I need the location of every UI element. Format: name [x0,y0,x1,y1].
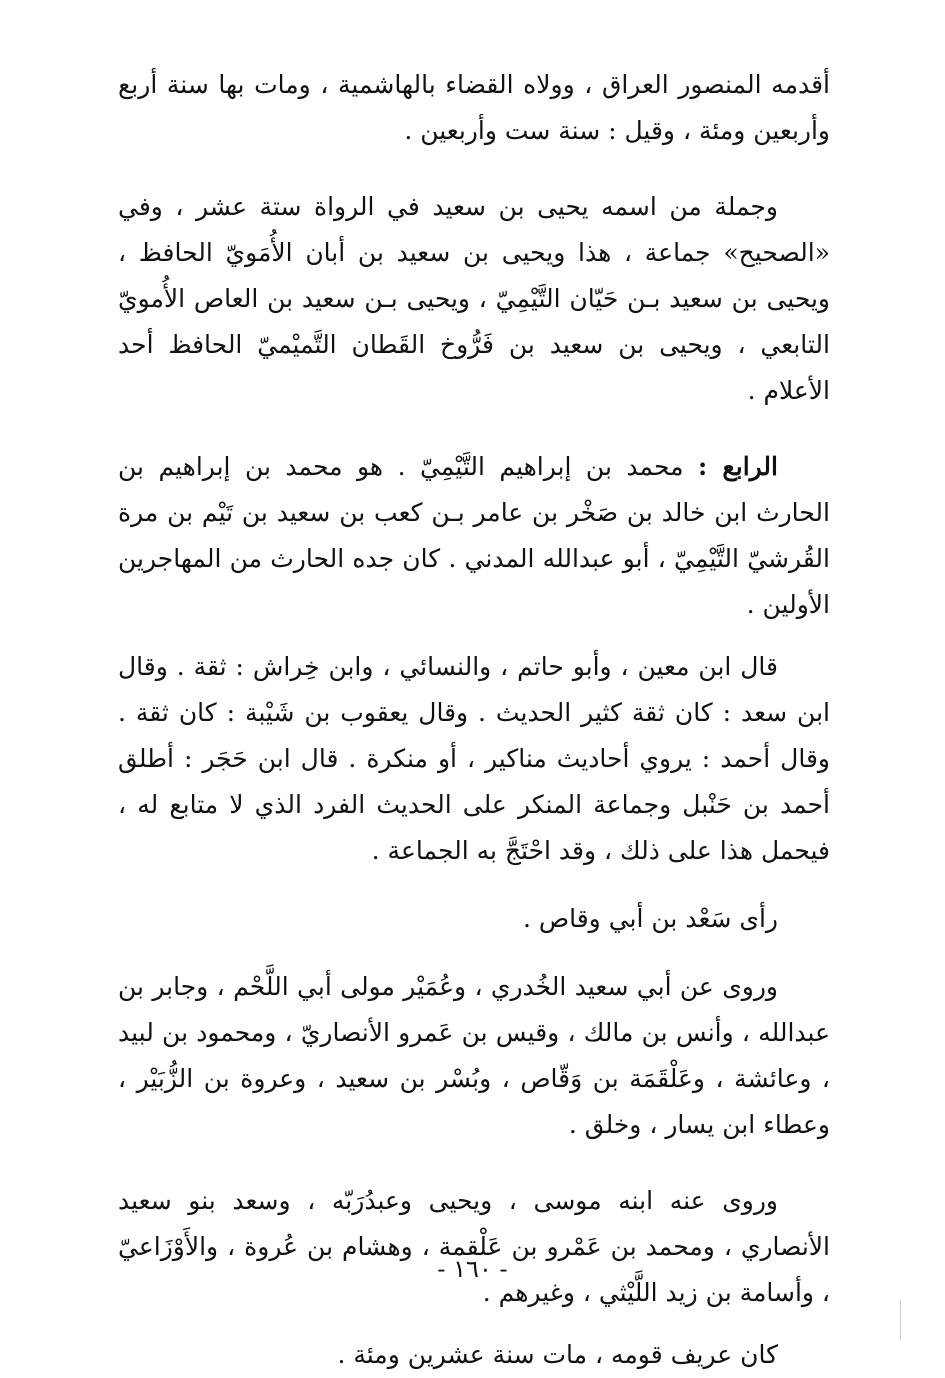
paragraph-fourth-entry [118,444,830,628]
entry-text: محمد بن إبراهيم التَّيْمِيّ . هو محمد بن إبراهيم بن الحارث ابن خالد بن صَخْر بن عامر بـن كعب بن سعيد بن تَيْم بن مرة القُرشيّ التَّيْمِيّ ، أبو عبدالله المدني . كان جده الحارث من المهاجرين الأولين . [118,452,830,619]
paragraph-mansur: أقدمه المنصور العراق ، وولاه القضاء بالهاشمية ، ومات بها سنة أربع وأربعين ومئة ، وقيل : سنة ست وأربعين . [118,70,830,145]
paragraph-death: كان عريف قومه ، مات سنة عشرين ومئة . [337,1340,778,1369]
paragraph-narrated-from: وروى عن أبي سعيد الخُدري ، وعُمَيْر مولى أبي اللَّحْم ، وجابر بن عبدالله ، وأنس بن مالك ، وقيس بن عَمرو الأنصاريّ ، ومحمود بن لبيد ، وعائشة ، وعَلْقَمَة بن وَقّاص ، وبُسْر بن سعيد ، وعروة بن الزُّبَيْر ، وعطاء ابن يسار ، وخلق . [118,972,830,1139]
scan-mark [900,1300,901,1340]
page-body [118,62,830,1378]
paragraph-saw: رأى سَعْد بن أبي وقاص . [523,904,778,933]
entry-label: الرابع : [697,452,778,481]
paragraph-gradings: قال ابن معين ، وأبو حاتم ، والنسائي ، وابن خِراش : ثقة . وقال ابن سعد : كان ثقة كثير الحديث . وقال يعقوب بن شَيْبة : كان ثقة . وقال أحمد : يروي أحاديث مناكير ، أو منكرة . قال ابن حَجَر : أطلق أحمد بن حَنْبل وجماعة المنكر على الحديث الفرد الذي لا متابع له ، فيحمل هذا على ذلك ، وقد احْتَجَّ به الجماعة . [118,652,830,865]
paragraph-narrated-by: وروى عنه ابنه موسى ، ويحيى وعبدُرَبّه ، وسعد بنو سعيد الأنصاري ، ومحمد بن عَمْرو بن عَلْقمة ، وهشام بن عُروة ، والأَوْزَاعيّ ، وأسامة بن زيد اللَّيْثي ، وغيرهم . [118,1186,830,1307]
page-number: - ١٦٠ - [437,1255,508,1283]
paragraph-yahya-names: وجملة من اسمه يحيى بن سعيد في الرواة ستة عشر ، وفي «الصحيح» جماعة ، هذا ويحيى بن سعيد بن أبان الأُمَويّ الحافظ ، ويحيى بن سعيد بـن حَيّان التَّيْمِيّ ، ويحيى بـن سعيد بن العاص الأُمويّ التابعي ، ويحيى بن سعيد بن فَرُّوخ القَطان التَّميْميّ الحافظ أحد الأعلام . [118,192,830,405]
